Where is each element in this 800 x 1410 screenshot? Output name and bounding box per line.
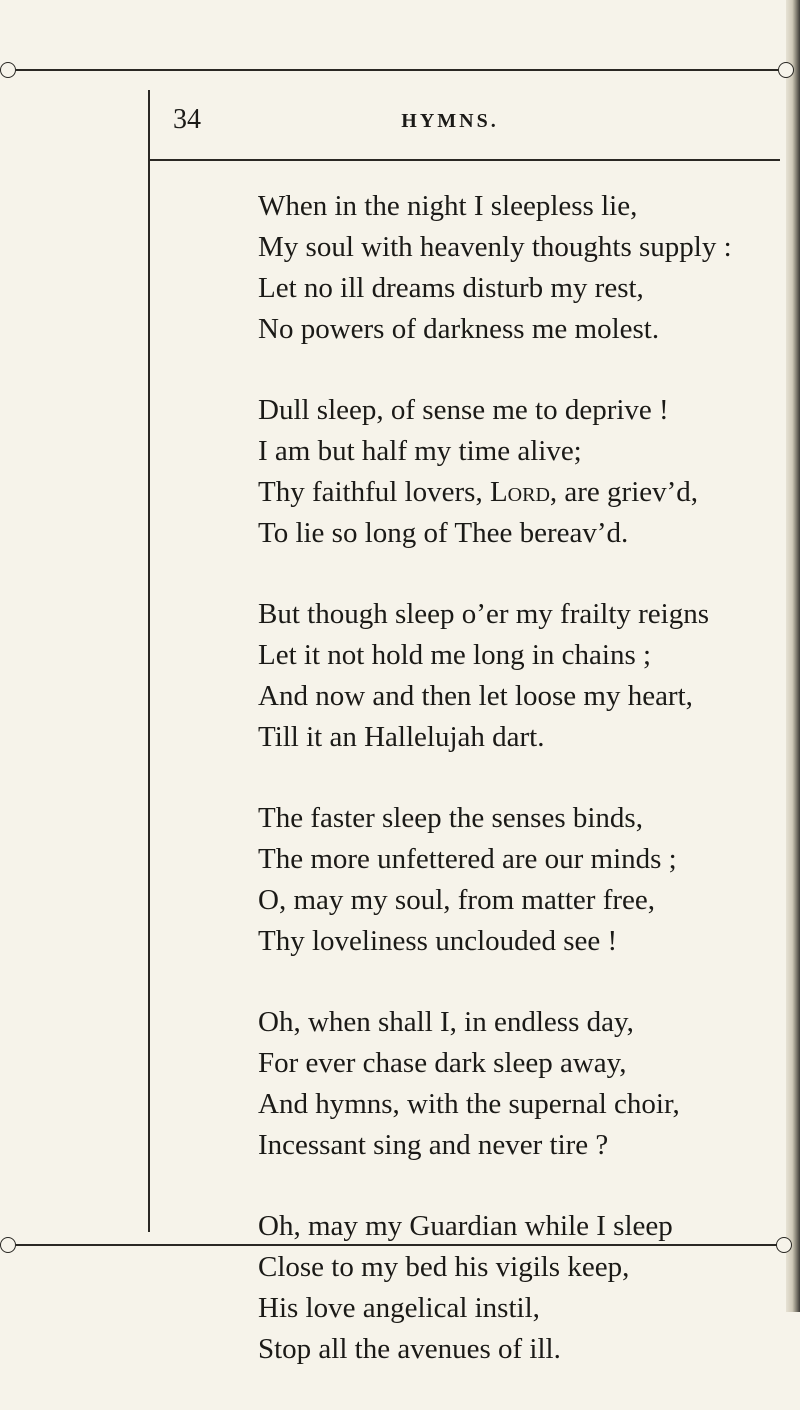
verse-line: My soul with heavenly thoughts supply : (258, 231, 732, 263)
stanza-4 (258, 798, 778, 962)
running-head: HYMNS. (401, 110, 499, 132)
verse-line: But though sleep o’er my frailty reigns (258, 598, 710, 630)
verse-line: Stop all the avenues of ill. (258, 1333, 561, 1365)
verse-line: Incessant sing and never tire ? (258, 1129, 609, 1161)
hymn-text (258, 186, 778, 1410)
smallcaps-lord: Lord (489, 476, 550, 508)
verse-line: When in the night I sleepless lie, (258, 190, 638, 222)
verse-line-with-smallcaps (258, 472, 778, 513)
stanza-5 (258, 1002, 778, 1166)
verse-line-start: Thy faithful lovers, (258, 476, 490, 508)
corner-ring-top-left (0, 62, 16, 78)
verse-line: Oh, may my Guardian while I sleep (258, 1210, 673, 1242)
verse-line: No powers of darkness me molest. (258, 313, 660, 345)
verse-line: Let it not hold me long in chains ; (258, 639, 652, 671)
corner-ring-bottom-right (776, 1237, 792, 1253)
verse-line: Till it an Hallelujah dart. (258, 721, 545, 753)
verse-line: His love angelical instil, (258, 1292, 540, 1324)
stanza-2 (258, 390, 778, 554)
verse-line: O, may my soul, from matter free, (258, 884, 656, 916)
verse-line: And now and then let loose my heart, (258, 680, 693, 712)
page-number: 34 (173, 104, 201, 135)
stanza-3 (258, 594, 778, 758)
frame-left-line (148, 90, 150, 1232)
verse-line: The more unfettered are our minds ; (258, 843, 677, 875)
page-edge-shadow (786, 0, 800, 1312)
verse-line: For ever chase dark sleep away, (258, 1047, 627, 1079)
frame-top-line (16, 69, 778, 71)
verse-line: Let no ill dreams disturb my rest, (258, 272, 644, 304)
verse-line: Oh, when shall I, in endless day, (258, 1006, 634, 1038)
verse-line: Close to my bed his vigils keep, (258, 1251, 630, 1283)
verse-line: To lie so long of Thee bereav’d. (258, 517, 629, 549)
header-rule (150, 159, 780, 161)
stanza-1 (258, 186, 778, 350)
corner-ring-top-right (778, 62, 794, 78)
corner-ring-bottom-left (0, 1237, 16, 1253)
verse-line-end: , are griev’d, (549, 476, 699, 508)
verse-line: The faster sleep the senses binds, (258, 802, 643, 834)
verse-line: And hymns, with the supernal choir, (258, 1088, 680, 1120)
verse-line: I am but half my time alive; (258, 435, 582, 467)
stanza-6 (258, 1206, 778, 1370)
verse-line: Thy loveliness unclouded see ! (258, 925, 618, 957)
verse-line: Dull sleep, of sense me to deprive ! (258, 394, 669, 426)
